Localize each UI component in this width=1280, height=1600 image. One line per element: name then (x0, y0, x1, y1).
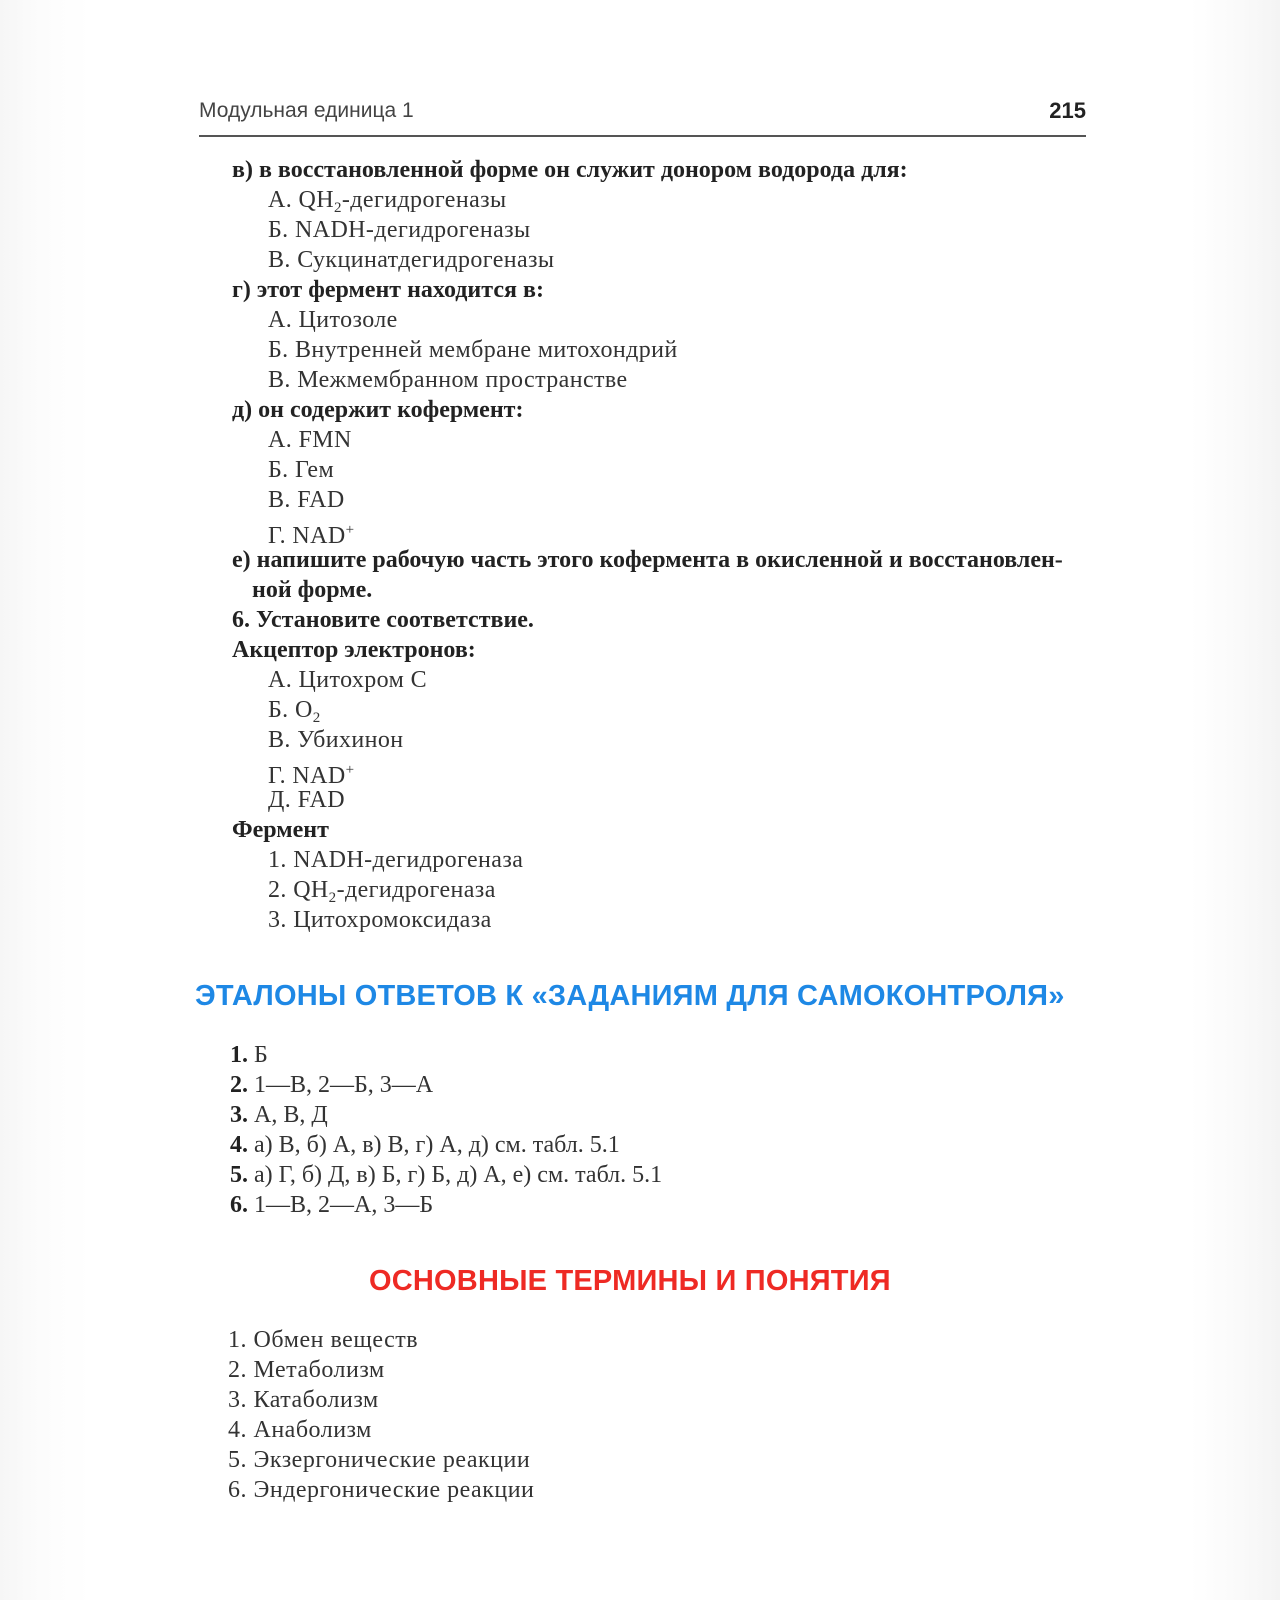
term-item: 4. Анаболизм (228, 1417, 372, 1443)
term-item: 1. Обмен веществ (228, 1327, 419, 1353)
answer-item (230, 1190, 433, 1220)
question-6-label: 6. Установите соответствие. (232, 607, 534, 633)
option-text: Г. NAD (268, 763, 346, 789)
superscript: + (345, 522, 355, 538)
term-item: 2. Метаболизм (228, 1357, 385, 1383)
acceptor-option-c: В. Убихинон (268, 727, 404, 753)
page-number: 215 (1049, 98, 1086, 123)
running-header (199, 95, 1086, 137)
question-d-option-a: А. FMN (268, 427, 352, 453)
option-text: А. QH (268, 187, 334, 213)
header-title: Модульная единица 1 (199, 99, 414, 122)
answer-text: А, В, Д (248, 1102, 328, 1128)
question-d-option-c: В. FAD (268, 487, 345, 513)
question-v-label: в) в восстановленной форме он служит донором водорода для: (232, 157, 908, 183)
option-text: -дегидрогеназы (341, 187, 507, 213)
question-e-label: е) напишите рабочую часть этого кофермента в окисленной и восстановлен- (232, 547, 1063, 573)
terms-section-title: ОСНОВНЫЕ ТЕРМИНЫ И ПОНЯТИЯ (369, 1265, 891, 1297)
enzyme-option-1: 1. NADH-дегидрогеназа (268, 847, 524, 873)
answer-number: 1. (230, 1042, 248, 1068)
question-d-label: д) он содержит кофермент: (232, 397, 524, 423)
question-e-label-continued: ной форме. (252, 577, 373, 603)
answers-section-title: ЭТАЛОНЫ ОТВЕТОВ К «ЗАДАНИЯМ ДЛЯ САМОКОНТРОЛЯ» (195, 980, 1065, 1012)
acceptor-option-e: Д. FAD (268, 787, 346, 813)
option-text: Г. NAD (268, 523, 346, 549)
term-item: 3. Катаболизм (228, 1387, 379, 1413)
answer-item (230, 1130, 620, 1160)
enzyme-heading: Фермент (232, 817, 329, 843)
acceptor-option-a: А. Цитохром С (268, 667, 428, 693)
answer-text: а) Г, б) Д, в) Б, г) Б, д) А, е) см. табл. 5.1 (248, 1162, 663, 1188)
answer-item (230, 1100, 328, 1130)
answer-number: 2. (230, 1072, 248, 1098)
answer-number: 4. (230, 1132, 248, 1158)
question-g-label: г) этот фермент находится в: (232, 277, 544, 303)
answer-number: 5. (230, 1162, 248, 1188)
question-g-option-a: А. Цитозоле (268, 307, 398, 333)
question-v-option-c: В. Сукцинатдегидрогеназы (268, 247, 555, 273)
answer-text: 1—В, 2—Б, 3—А (248, 1072, 434, 1098)
superscript: + (345, 762, 355, 778)
question-g-option-b: Б. Внутренней мембране митохондрий (268, 337, 678, 363)
subscript: 2 (334, 200, 342, 216)
subscript: 2 (312, 710, 321, 726)
option-text: Б. O (268, 697, 313, 723)
answer-item (230, 1160, 662, 1190)
term-item: 6. Эндергонические реакции (228, 1477, 535, 1503)
answer-item (230, 1070, 433, 1100)
term-item: 5. Экзергонические реакции (228, 1447, 531, 1473)
option-text: 2. QH (268, 877, 329, 903)
option-text: -дегидрогеназа (336, 877, 496, 903)
answer-text: Б (248, 1042, 268, 1068)
acceptor-heading: Акцептор электронов: (232, 637, 476, 663)
answer-number: 3. (230, 1102, 248, 1128)
subscript: 2 (328, 890, 337, 906)
question-d-option-b: Б. Гем (268, 457, 335, 483)
answer-number: 6. (230, 1192, 248, 1218)
question-g-option-c: В. Межмембранном пространстве (268, 367, 628, 393)
answer-text: а) В, б) А, в) В, г) А, д) см. табл. 5.1 (248, 1132, 620, 1158)
question-v-option-b: Б. NADH-дегидрогеназы (268, 217, 531, 243)
answer-item (230, 1040, 268, 1070)
answer-text: 1—В, 2—А, 3—Б (248, 1192, 434, 1218)
enzyme-option-3: 3. Цитохромоксидаза (268, 907, 492, 933)
